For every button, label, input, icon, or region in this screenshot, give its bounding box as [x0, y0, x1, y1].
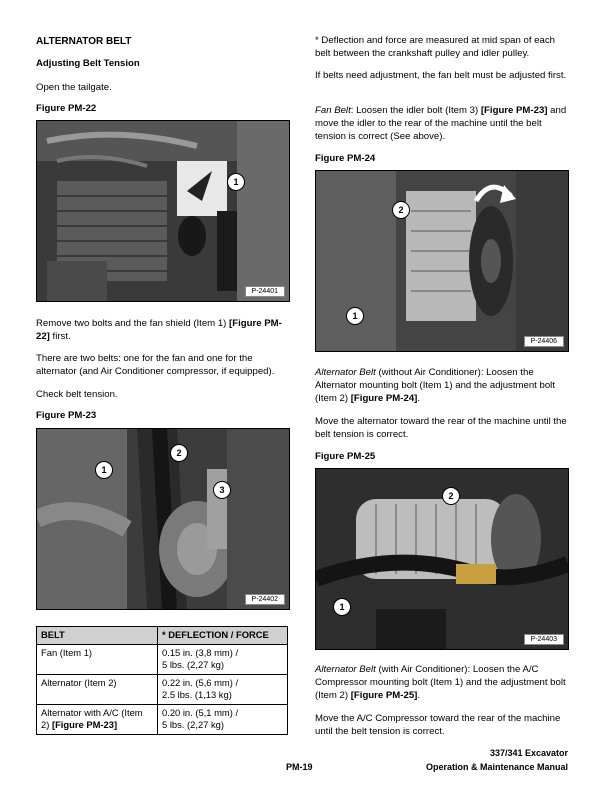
belt-cell: Alternator with A/C (Item 2) [Figure PM-23] — [37, 704, 158, 734]
deflection-note: * Deflection and force are measured at mid span of each belt between the crankshaft pulley and idler pulley. — [315, 35, 555, 60]
adjust-first-text: If belts need adjustment, the fan belt must be adjusted first. — [315, 70, 567, 81]
callout-1: 1 — [227, 173, 245, 191]
callout-2: 2 — [392, 201, 410, 219]
table-row — [37, 674, 288, 704]
check-tension-text: Check belt tension. — [36, 389, 118, 400]
remove-bolts-a: Remove two bolts and the fan shield (Item 1) — [36, 318, 230, 329]
belt-tension-table — [36, 626, 288, 735]
deflection-cell: 0.15 in. (3,8 mm) / 5 lbs. (2,27 kg) — [158, 644, 288, 674]
figure-pm23-code: P-24402 — [245, 594, 285, 605]
callout-1: 1 — [95, 461, 113, 479]
open-tailgate-text: Open the tailgate. — [36, 82, 112, 93]
deflection-cell: 0.22 in. (5,6 mm) / 2.5 lbs. (1,13 kg) — [158, 674, 288, 704]
subsection-title: Adjusting Belt Tension — [36, 58, 140, 69]
callout-2: 2 — [170, 444, 188, 462]
callout-2: 2 — [442, 487, 460, 505]
section-title: ALTERNATOR BELT — [36, 36, 132, 47]
alternator-belt-instructions: Alternator Belt (without Air Conditioner): Loosen the Alternator mounting bolt (Item 1) and the adjustment bolt (Item 2) [Figure PM-24]. — [315, 367, 555, 405]
fan-belt-instructions: Fan Belt: Loosen the idler bolt (Item 3) [Figure PM-23] and move the idler to the rear of the machine until the belt tension is correct (See above). — [315, 105, 567, 143]
page-number: PM-19 — [286, 762, 313, 772]
figure-pm23-label: Figure PM-23 — [36, 410, 97, 421]
figure-pm25-photo — [315, 468, 569, 650]
figure-pm24-photo — [315, 170, 569, 352]
deflection-cell: 0.20 in. (5,1 mm) / 5 lbs. (2,27 kg) — [158, 704, 288, 734]
callout-3: 3 — [213, 481, 231, 499]
table-header-row — [37, 627, 288, 645]
remove-bolts-text — [36, 317, 288, 343]
remove-bolts-b: first. — [49, 331, 71, 343]
figure-pm24-label: Figure PM-24 — [315, 153, 376, 164]
table-row — [37, 644, 288, 674]
footer-manual: Operation & Maintenance Manual — [425, 762, 568, 772]
alternator-ac-instructions: Alternator Belt (with Air Conditioner): Loosen the A/C Compressor mounting bolt (Item 1) and the adjustment bolt (Item 2) [Figure PM-25]. — [315, 664, 566, 702]
figure-pm23-photo — [36, 428, 290, 610]
table-row — [37, 704, 288, 734]
figure-pm22-photo — [36, 120, 290, 302]
two-belts-text: There are two belts: one for the fan and one for the alternator (and Air Conditioner compressor, if equipped). — [36, 353, 275, 378]
fan-belt-image — [37, 429, 289, 609]
move-alternator-text: Move the alternator toward the rear of the machine until the belt tension is correct. — [315, 416, 567, 441]
callout-1: 1 — [333, 598, 351, 616]
belt-cell: Alternator (Item 2) — [37, 674, 158, 704]
figure-pm24-code: P-24406 — [524, 336, 564, 347]
remove-bolts-ref: [Figure PM-22] — [36, 318, 282, 343]
table-header-belt: BELT — [37, 627, 158, 645]
figure-pm22-label: Figure PM-22 — [36, 103, 97, 114]
figure-pm25-label: Figure PM-25 — [315, 451, 376, 462]
callout-1: 1 — [346, 307, 364, 325]
figure-pm25-code: P-24403 — [524, 634, 564, 645]
figure-pm22-code: P-24401 — [245, 286, 285, 297]
table-header-deflection: * DEFLECTION / FORCE — [158, 627, 288, 645]
engine-compartment-image — [37, 121, 289, 301]
footer-model: 337/341 Excavator — [489, 748, 568, 758]
move-compressor-text: Move the A/C Compressor toward the rear of the machine until the belt tension is correct. — [315, 713, 561, 738]
belt-cell: Fan (Item 1) — [37, 644, 158, 674]
